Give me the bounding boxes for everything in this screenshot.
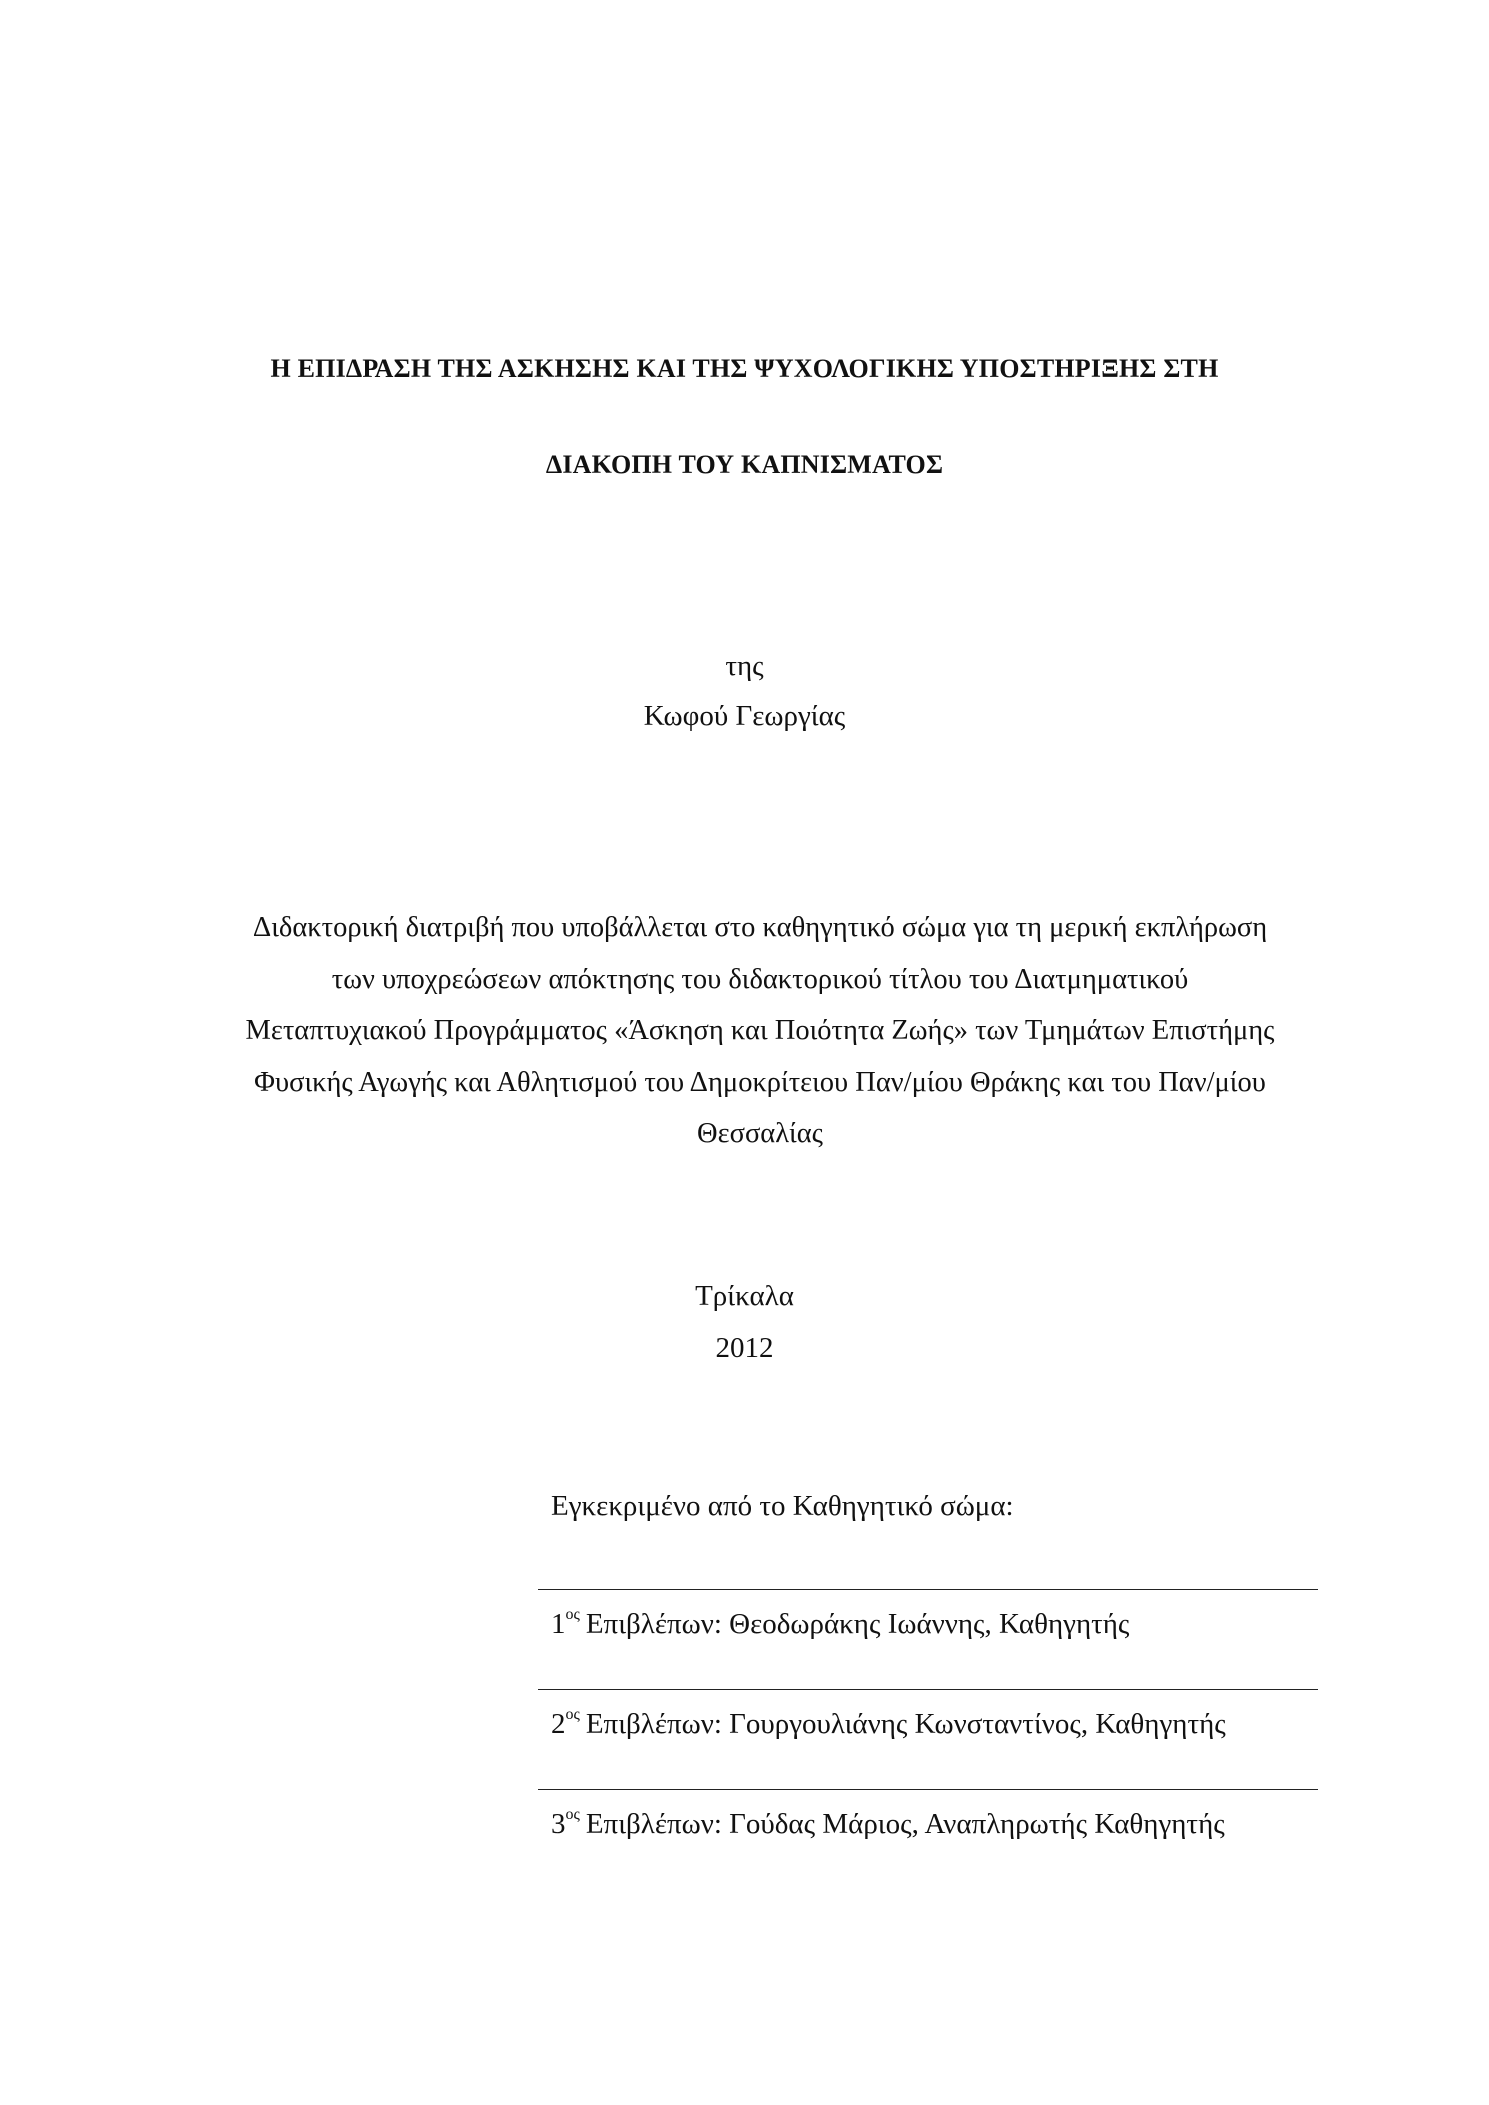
signature-line <box>538 1789 1318 1790</box>
description-line: Φυσικής Αγωγής και Αθλητισμού του Δημοκρίτειου Παν/μίου Θράκης και του Παν/μίου <box>254 1066 1266 1098</box>
supervisor-3 <box>551 1808 1225 1841</box>
thesis-title-line-2: ΔΙΑΚΟΠΗ ΤΟΥ ΚΑΠΝΙΣΜΑΤΟΣ <box>545 450 944 479</box>
thesis-title-line-1: Η ΕΠΙΔΡΑΣΗ ΤΗΣ ΑΣΚΗΣΗΣ ΚΑΙ ΤΗΣ ΨΥΧΟΛΟΓΙΚΗΣ ΥΠΟΣΤΗΡΙΞΗΣ ΣΤΗ <box>270 354 1219 383</box>
year: 2012 <box>715 1332 774 1364</box>
description-line: Θεσσαλίας <box>697 1118 823 1149</box>
approval-label: Εγκεκριμένο από το Καθηγητικό σώμα: <box>551 1490 1014 1522</box>
description-line: Διδακτορική διατριβή που υποβάλλεται στο καθηγητικό σώμα για τη μερική εκπλήρωση <box>252 912 1268 943</box>
description-line: των υποχρεώσεων απόκτησης του διδακτορικού τίτλου του Διατμηματικού <box>331 963 1189 995</box>
supervisor-number: 3 <box>551 1808 566 1840</box>
signature-line <box>538 1589 1318 1590</box>
author-prefix: της <box>725 650 764 682</box>
supervisor-2 <box>551 1708 1226 1741</box>
description-line: Μεταπτυχιακού Προγράμματος «Άσκηση και Ποιότητα Ζωής» των Τμημάτων Επιστήμης <box>245 1015 1275 1046</box>
ordinal-suffix: ος <box>565 1806 580 1823</box>
ordinal-suffix: ος <box>565 1706 580 1723</box>
signature-line <box>538 1689 1318 1690</box>
supervisor-number: 1 <box>551 1608 566 1640</box>
supervisor-text: Επιβλέπων: Θεοδωράκης Ιωάννης, Καθηγητής <box>585 1608 1130 1640</box>
ordinal-suffix: ος <box>565 1606 580 1623</box>
supervisor-1 <box>551 1608 1129 1641</box>
place: Τρίκαλα <box>695 1280 794 1312</box>
supervisor-text: Επιβλέπων: Γουργουλιάνης Κωνσταντίνος, Καθηγητής <box>585 1708 1226 1740</box>
author-name: Κωφού Γεωργίας <box>643 700 846 732</box>
thesis-description <box>190 902 1330 1160</box>
supervisor-text: Επιβλέπων: Γούδας Μάριος, Αναπληρωτής Καθηγητής <box>585 1808 1225 1840</box>
supervisor-number: 2 <box>551 1708 566 1740</box>
